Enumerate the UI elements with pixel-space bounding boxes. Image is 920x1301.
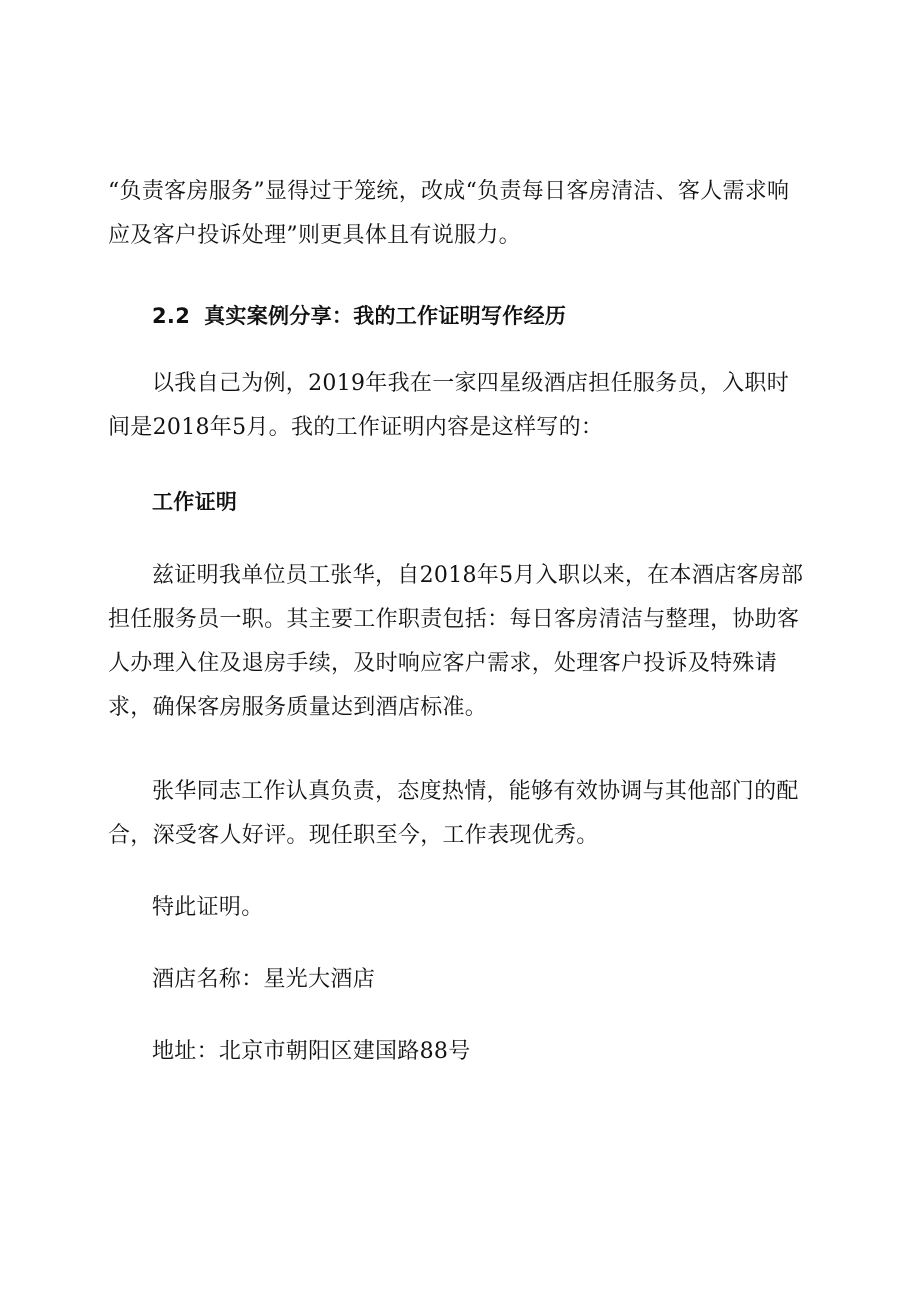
case-paragraph: 以我自己为例，2019年我在一家四星级酒店担任服务员，入职时间是2018年5月。我的工作证明内容是这样写的： (108, 371, 789, 440)
intro-paragraph: “负责客房服务”显得过于笼统，改成“负责每日客房清洁、客人需求响应及客户投诉处理”则更具体且有说服力。 (108, 179, 790, 248)
hotel-name: 酒店名称：星光大酒店 (152, 967, 376, 992)
certificate-title: 工作证明 (152, 490, 238, 514)
certificate-closing: 特此证明。 (152, 895, 264, 920)
section-number: 2.2 (152, 304, 191, 328)
hotel-address: 地址：北京市朝阳区建国路88号 (152, 1039, 471, 1064)
section-title: 真实案例分享：我的工作证明写作经历 (204, 304, 567, 328)
section-heading (108, 294, 808, 338)
certificate-body-1: 兹证明我单位员工张华，自2018年5月入职以来，在本酒店客房部担任服务员一职。其主要工作职责包括：每日客房清洁与整理，协助客人办理入住及退房手续，及时响应客户需求，处理客户投诉及特殊请求，确保客房服务质量达到酒店标准。 (108, 563, 804, 720)
certificate-body-2: 张华同志工作认真负责，态度热情，能够有效协调与其他部门的配合，深受客人好评。现任职至今，工作表现优秀。 (108, 779, 799, 848)
